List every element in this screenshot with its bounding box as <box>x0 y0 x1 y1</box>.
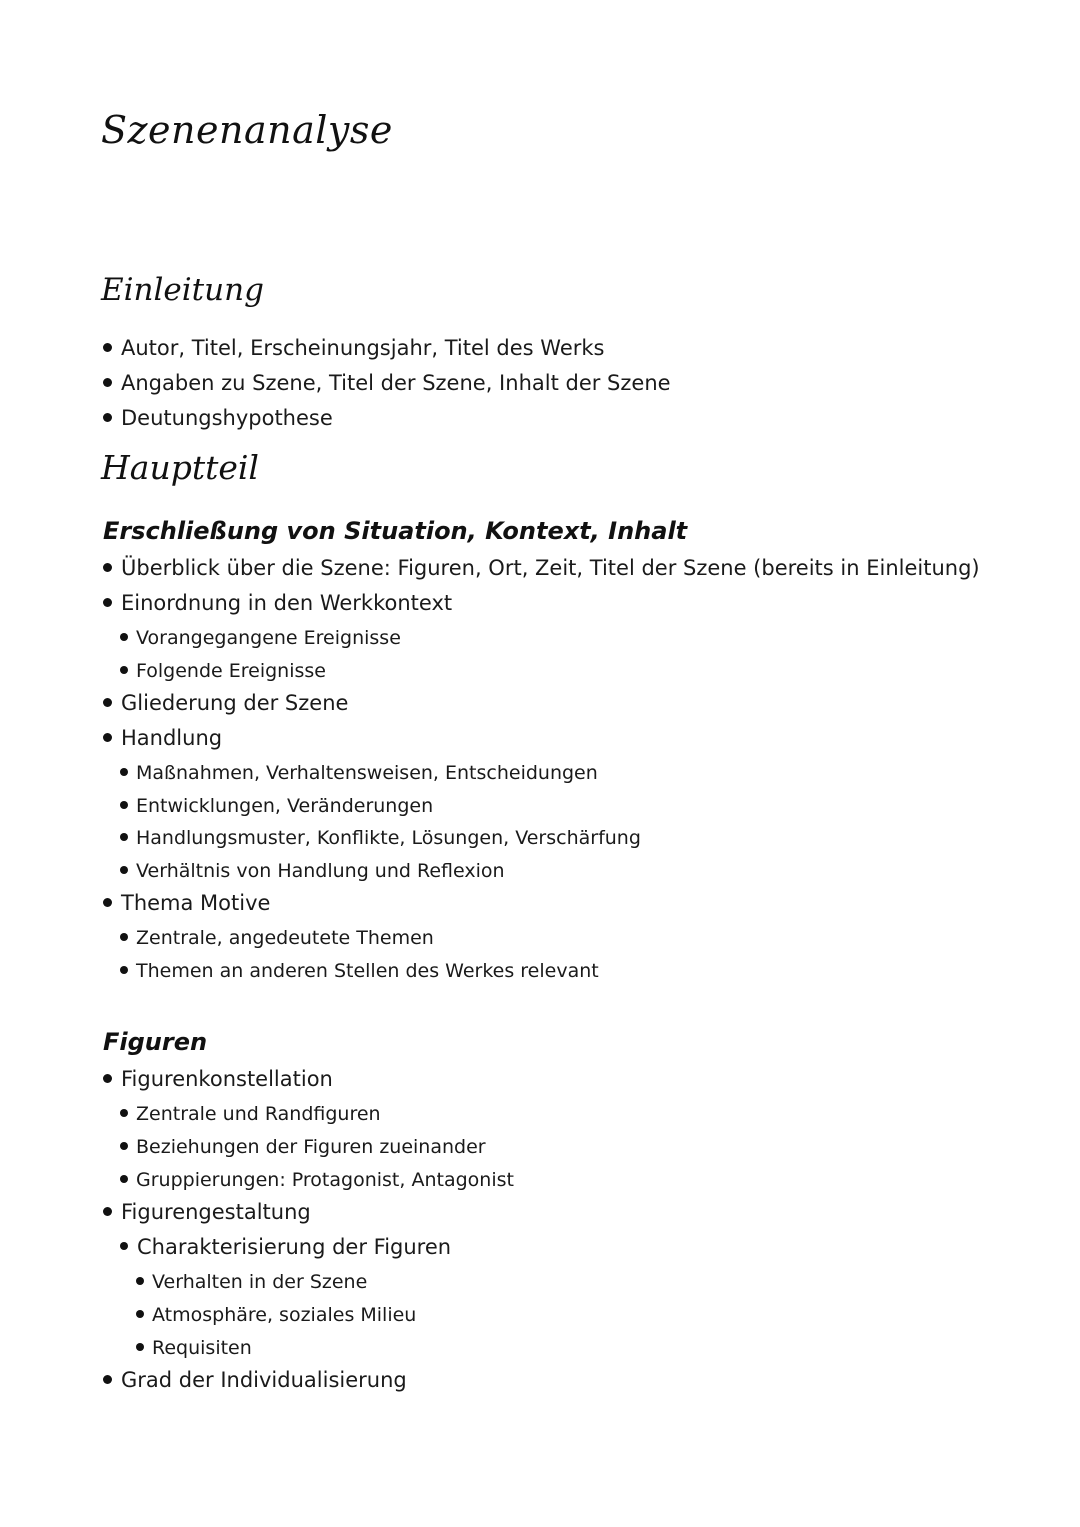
list-item <box>120 660 326 682</box>
heading-einleitung: Einleitung <box>101 272 264 308</box>
list-item <box>103 371 671 395</box>
bullet-icon <box>120 966 128 974</box>
bullet-icon <box>120 866 128 874</box>
list-item <box>120 1169 514 1191</box>
bullet-icon <box>103 1375 112 1384</box>
list-item-text: Folgende Ereignisse <box>136 660 326 682</box>
list-item-text: Deutungshypothese <box>121 406 333 430</box>
bullet-icon <box>120 833 128 841</box>
bullet-icon <box>120 1242 128 1250</box>
list-item-text: Einordnung in den Werkkontext <box>121 591 453 615</box>
list-item <box>103 591 452 615</box>
list-item <box>120 1103 381 1125</box>
list-item-text: Verhältnis von Handlung und Reflexion <box>136 860 505 882</box>
list-item-text: Maßnahmen, Verhaltensweisen, Entscheidungen <box>136 762 598 784</box>
list-item-text: Angaben zu Szene, Titel der Szene, Inhalt der Szene <box>121 371 671 395</box>
list-item <box>120 927 434 949</box>
list-item-text: Atmosphäre, soziales Milieu <box>152 1304 417 1326</box>
bullet-icon <box>136 1310 144 1318</box>
list-item-text: Grad der Individualisierung <box>121 1368 407 1392</box>
bullet-icon <box>120 1142 128 1150</box>
list-item <box>120 795 433 817</box>
list-item-text: Handlung <box>121 726 223 750</box>
list-item-text: Zentrale und Randfiguren <box>136 1103 381 1125</box>
list-item-text: Gruppierungen: Protagonist, Antagonist <box>136 1169 514 1191</box>
list-item <box>120 627 401 649</box>
bullet-icon <box>136 1277 144 1285</box>
list-item <box>120 960 599 982</box>
bullet-icon <box>103 413 112 422</box>
list-item-text: Themen an anderen Stellen des Werkes relevant <box>136 960 599 982</box>
list-item <box>103 556 980 580</box>
list-item-text: Handlungsmuster, Konflikte, Lösungen, Verschärfung <box>136 827 641 849</box>
list-item-text: Thema Motive <box>121 891 271 915</box>
list-item <box>103 891 270 915</box>
list-item <box>103 406 333 430</box>
list-item-text: Verhalten in der Szene <box>152 1271 368 1293</box>
bullet-icon <box>103 563 112 572</box>
list-item-text: Zentrale, angedeutete Themen <box>136 927 434 949</box>
list-item-text: Überblick über die Szene: Figuren, Ort, Zeit, Titel der Szene (bereits in Einleitung) <box>121 556 980 580</box>
page-title: Szenenanalyse <box>101 108 393 152</box>
bullet-icon <box>120 633 128 641</box>
list-item <box>103 1067 333 1091</box>
bullet-icon <box>136 1343 144 1351</box>
list-item-text: Beziehungen der Figuren zueinander <box>136 1136 486 1158</box>
bullet-icon <box>103 698 112 707</box>
list-item <box>136 1304 416 1326</box>
list-item-text: Entwicklungen, Veränderungen <box>136 795 434 817</box>
list-item <box>103 1368 407 1392</box>
list-item <box>103 691 348 715</box>
list-item-text: Vorangegangene Ereignisse <box>136 627 401 649</box>
bullet-icon <box>120 768 128 776</box>
list-item <box>136 1271 367 1293</box>
list-item <box>103 726 222 750</box>
bullet-icon <box>120 1109 128 1117</box>
bullet-icon <box>120 1175 128 1183</box>
list-item <box>103 1200 311 1224</box>
list-item <box>103 336 604 360</box>
list-item <box>120 1136 486 1158</box>
heading-erschliessung: Erschließung von Situation, Kontext, Inhalt <box>103 517 688 545</box>
list-item <box>120 827 641 849</box>
heading-hauptteil: Hauptteil <box>101 448 259 487</box>
bullet-icon <box>120 933 128 941</box>
list-item-text: Autor, Titel, Erscheinungsjahr, Titel des Werks <box>121 336 605 360</box>
bullet-icon <box>103 343 112 352</box>
list-item-text: Requisiten <box>152 1337 252 1359</box>
bullet-icon <box>103 1074 112 1083</box>
bullet-icon <box>103 898 112 907</box>
bullet-icon <box>103 598 112 607</box>
bullet-icon <box>120 801 128 809</box>
bullet-icon <box>103 1207 112 1216</box>
bullet-icon <box>103 378 112 387</box>
bullet-icon <box>103 733 112 742</box>
bullet-icon <box>120 666 128 674</box>
list-item <box>120 860 505 882</box>
list-item-text: Charakterisierung der Figuren <box>137 1235 452 1259</box>
list-item-text: Figurengestaltung <box>121 1200 311 1224</box>
list-item-text: Figurenkonstellation <box>121 1067 333 1091</box>
heading-figuren: Figuren <box>103 1028 208 1056</box>
list-item <box>120 1235 451 1259</box>
list-item-text: Gliederung der Szene <box>121 691 349 715</box>
list-item <box>120 762 598 784</box>
list-item <box>136 1337 252 1359</box>
